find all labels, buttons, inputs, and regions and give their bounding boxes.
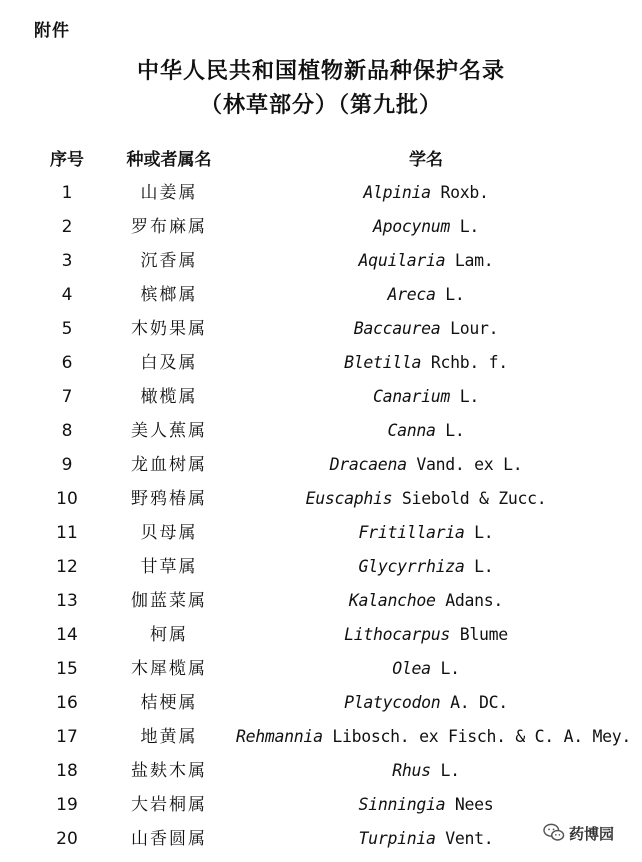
author-citation: L. (474, 557, 494, 576)
row-scientific-name (236, 620, 616, 650)
row-number: 10 (56, 489, 78, 509)
attachment-label: 附件 (34, 21, 70, 41)
row-genus-name: 伽蓝菜属 (131, 591, 207, 611)
table-row (0, 688, 642, 718)
header-scientific: 学名 (409, 150, 443, 170)
row-scientific-name (236, 756, 616, 786)
genus-latin: Kalanchoe (348, 591, 436, 610)
row-scientific-name (236, 586, 616, 616)
row-number: 20 (56, 829, 78, 849)
row-genus-name: 盐麸木属 (131, 761, 207, 781)
row-genus-name: 地黄属 (140, 727, 198, 747)
author-citation: L. (459, 217, 479, 236)
watermark-text: 药博园 (569, 824, 615, 843)
author-citation: Lour. (450, 319, 499, 338)
row-scientific-name (236, 280, 616, 310)
row-genus-name: 桔梗属 (140, 693, 198, 713)
table-row (0, 416, 642, 446)
author-citation: Libosch. ex Fisch. & C. A. Mey. (332, 727, 632, 746)
row-number: 5 (61, 319, 73, 339)
author-citation: Rchb. f. (430, 353, 508, 372)
author-citation: Blume (459, 625, 508, 644)
row-genus-name: 木奶果属 (131, 319, 207, 339)
table-row (0, 722, 642, 752)
genus-latin: Rhus (392, 761, 431, 780)
document-subtitle: （林草部分）（第九批） (199, 93, 442, 118)
row-number: 13 (56, 591, 78, 611)
author-citation: A. DC. (450, 693, 508, 712)
header-genus: 种或者属名 (126, 150, 212, 170)
table-row (0, 654, 642, 684)
row-genus-name: 山香圆属 (131, 829, 207, 849)
header-no: 序号 (50, 150, 84, 170)
row-number: 1 (61, 183, 73, 203)
genus-latin: Apocynum (373, 217, 451, 236)
row-genus-name: 罗布麻属 (131, 217, 207, 237)
row-number: 19 (56, 795, 78, 815)
author-citation: Lam. (454, 251, 494, 270)
genus-latin: Lithocarpus (344, 625, 451, 644)
row-scientific-name (236, 688, 616, 718)
document-title: 中华人民共和国植物新品种保护名录 (136, 59, 505, 84)
table-row (0, 790, 642, 820)
genus-latin: Bletilla (344, 353, 422, 372)
row-number: 17 (56, 727, 78, 747)
author-citation: Adans. (445, 591, 504, 610)
row-genus-name: 大岩桐属 (131, 795, 207, 815)
row-number: 4 (61, 285, 73, 305)
table-row (0, 450, 642, 480)
row-number: 2 (61, 217, 73, 237)
table-row (0, 518, 642, 548)
row-number: 15 (56, 659, 78, 679)
row-number: 8 (61, 421, 73, 441)
row-genus-name: 美人蕉属 (131, 421, 207, 441)
row-scientific-name (236, 416, 616, 446)
genus-latin: Platycodon (344, 693, 441, 712)
genus-latin: Fritillaria (358, 523, 465, 542)
genus-latin: Alpinia (363, 183, 431, 202)
table-row (0, 212, 642, 242)
row-genus-name: 橄榄属 (140, 387, 198, 407)
genus-latin: Rehmannia (236, 727, 323, 746)
row-genus-name: 白及属 (140, 353, 198, 373)
table-row (0, 178, 642, 208)
table-row (0, 620, 642, 650)
row-scientific-name (236, 314, 616, 344)
row-scientific-name (236, 484, 616, 514)
genus-latin: Areca (387, 285, 436, 304)
author-citation: Vent. (445, 829, 494, 848)
table-row (0, 382, 642, 412)
author-citation: L. (474, 523, 494, 542)
table-row (0, 484, 642, 514)
row-genus-name: 沉香属 (140, 251, 198, 271)
row-genus-name: 山姜属 (140, 183, 198, 203)
genus-latin: Canarium (373, 387, 451, 406)
author-citation: Siebold & Zucc. (401, 489, 547, 508)
row-genus-name: 柯属 (150, 625, 188, 645)
table-row (0, 586, 642, 616)
table-row (0, 552, 642, 582)
row-scientific-name (236, 246, 616, 276)
row-number: 6 (61, 353, 73, 373)
row-number: 16 (56, 693, 78, 713)
row-genus-name: 槟榔属 (140, 285, 198, 305)
row-scientific-name (236, 518, 616, 548)
row-genus-name: 木犀榄属 (131, 659, 207, 679)
row-scientific-name (236, 654, 616, 684)
genus-latin: Dracaena (329, 455, 407, 474)
author-citation: L. (440, 761, 460, 780)
row-scientific-name (236, 212, 616, 242)
row-number: 11 (56, 523, 78, 543)
genus-latin: Sinningia (358, 795, 446, 814)
genus-latin: Euscaphis (305, 489, 393, 508)
row-scientific-name (236, 348, 616, 378)
row-number: 3 (61, 251, 73, 271)
row-genus-name: 甘草属 (140, 557, 198, 577)
row-number: 12 (56, 557, 78, 577)
genus-latin: Baccaurea (353, 319, 441, 338)
table-row (0, 756, 642, 786)
genus-latin: Glycyrrhiza (358, 557, 465, 576)
author-citation: Nees (454, 795, 494, 814)
row-scientific-name (236, 790, 616, 820)
author-citation: L. (440, 659, 460, 678)
row-scientific-name (236, 722, 632, 752)
author-citation: L. (445, 285, 465, 304)
row-scientific-name (236, 382, 616, 412)
watermark (543, 820, 635, 846)
row-number: 18 (56, 761, 78, 781)
genus-latin: Aquilaria (358, 251, 446, 270)
author-citation: Roxb. (440, 183, 489, 202)
table-row (0, 348, 642, 378)
row-scientific-name (236, 178, 616, 208)
row-genus-name: 贝母属 (140, 523, 198, 543)
genus-latin: Turpinia (358, 829, 436, 848)
row-scientific-name (236, 450, 616, 480)
row-scientific-name (236, 552, 616, 582)
row-genus-name: 野鸦椿属 (131, 489, 207, 509)
genus-latin: Canna (387, 421, 436, 440)
author-citation: L. (459, 387, 479, 406)
row-genus-name: 龙血树属 (131, 455, 207, 475)
table-row (0, 314, 642, 344)
row-number: 14 (56, 625, 78, 645)
row-number: 9 (61, 455, 73, 475)
table-header (0, 145, 642, 171)
genus-latin: Olea (392, 659, 431, 678)
table-row (0, 246, 642, 276)
author-citation: Vand. ex L. (416, 455, 523, 474)
table-row (0, 280, 642, 310)
author-citation: L. (445, 421, 465, 440)
wechat-icon (543, 823, 565, 843)
row-number: 7 (61, 387, 73, 407)
